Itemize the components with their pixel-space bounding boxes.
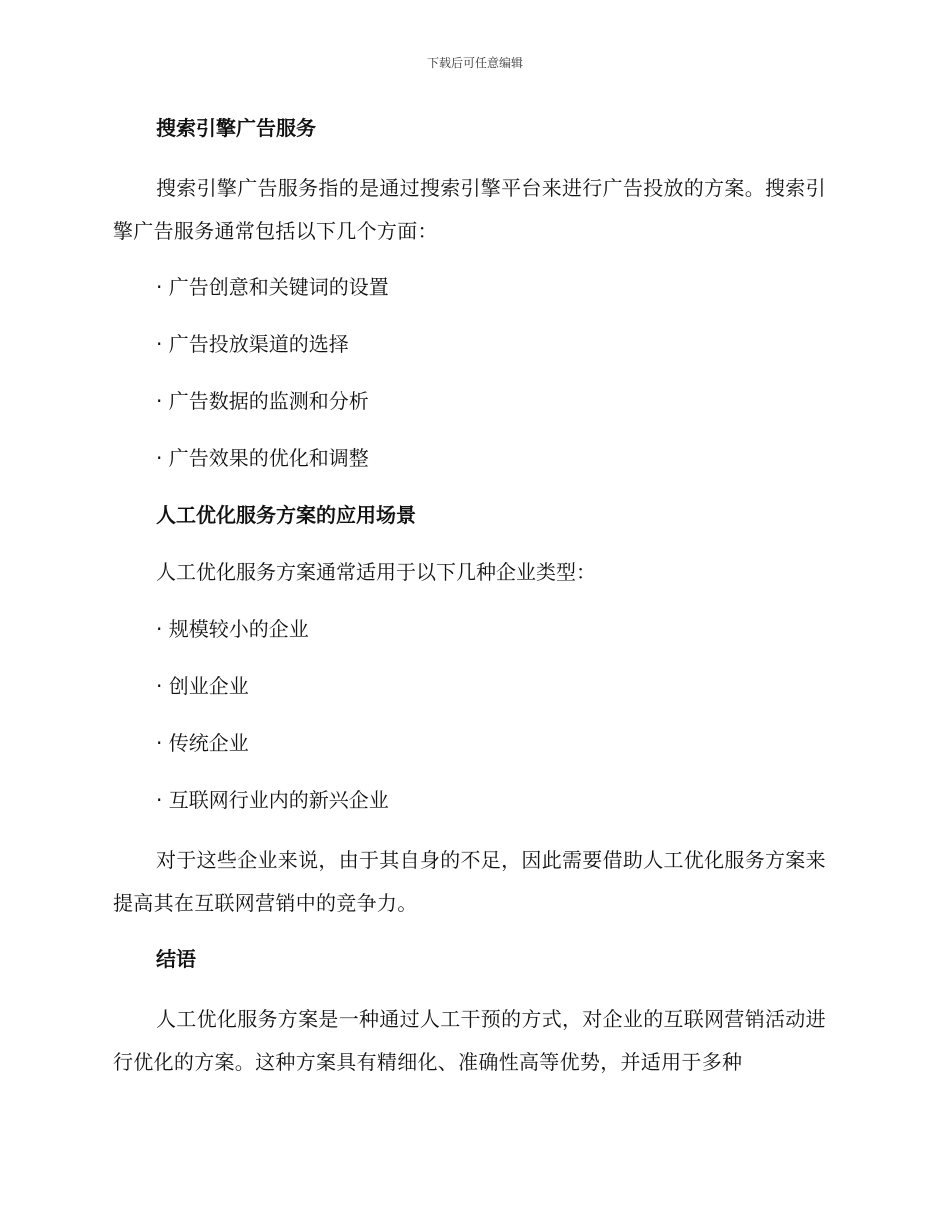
paragraph-scenarios-intro: 人工优化服务方案通常适用于以下几种企业类型： [156, 560, 596, 584]
paragraph-search-ads: 搜索引擎广告服务指的是通过搜索引擎平台来进行广告投放的方案。搜索引擎广告服务通常包括以下几个方面： [113, 176, 826, 243]
list-item: · 传统企业 [156, 731, 249, 755]
list-item: · 广告效果的优化和调整 [156, 446, 369, 470]
list-item: · 广告投放渠道的选择 [156, 332, 349, 356]
section-heading-search-ads: 搜索引擎广告服务 [156, 116, 316, 140]
paragraph-scenarios-summary: 对于这些企业来说，由于其自身的不足，因此需要借助人工优化服务方案来提高其在互联网营销中的竞争力。 [113, 848, 826, 915]
list-item: · 广告创意和关键词的设置 [156, 275, 389, 299]
paragraph-conclusion: 人工优化服务方案是一种通过人工干预的方式，对企业的互联网营销活动进行优化的方案。这种方案具有精细化、准确性高等优势，并适用于多种 [113, 1007, 826, 1074]
page-header: 下载后可任意编辑 [426, 56, 523, 70]
section-heading-scenarios: 人工优化服务方案的应用场景 [156, 503, 416, 527]
document-body [113, 110, 833, 1100]
list-item: · 创业企业 [156, 674, 249, 698]
section-heading-conclusion: 结语 [156, 947, 196, 971]
list-item: · 规模较小的企业 [156, 617, 309, 641]
list-item: · 互联网行业内的新兴企业 [156, 788, 389, 812]
list-item: · 广告数据的监测和分析 [156, 389, 369, 413]
